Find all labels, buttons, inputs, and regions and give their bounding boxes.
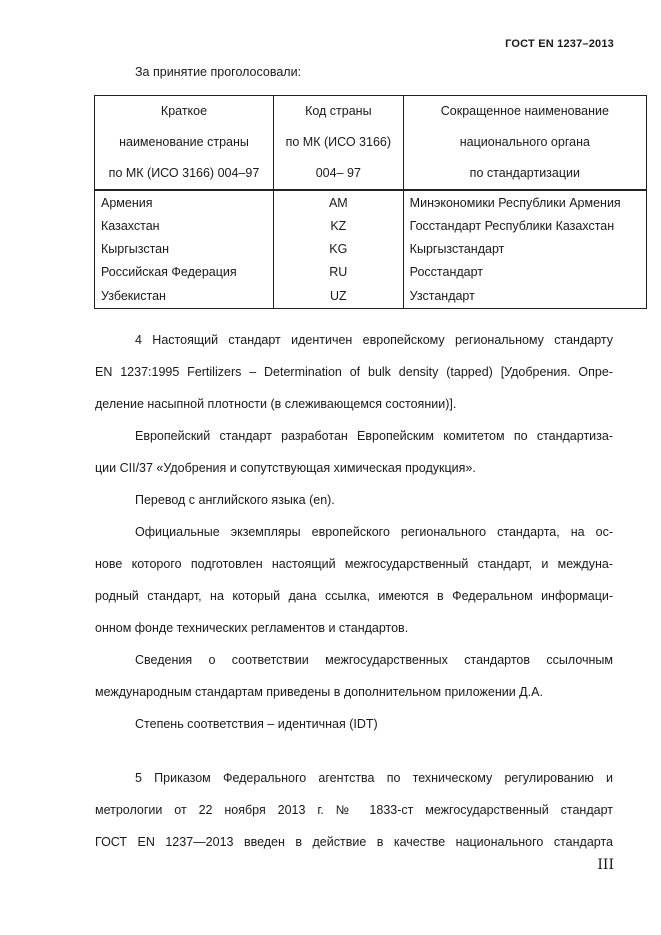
country-cell: Узбекистан [95,284,274,309]
page-number: III [597,857,614,873]
code-cell: KZ [273,215,403,238]
agency-cell: Минэкономики Республики Армения [403,190,646,215]
paragraph-line: Официальные экземпляры европейского регионального стандарта, на ос- [135,525,613,539]
paragraph-line: Сведения о соответствии межгосударственных стандартов ссылочным [135,653,613,667]
paragraph-line: Перевод с английского языка (en). [135,493,335,507]
table-row [95,190,647,215]
header-line: Код страны [305,104,372,118]
header-line: Краткое [160,104,208,118]
paragraph-line: 4 Настоящий стандарт идентичен европейскому региональному стандарту [135,333,613,347]
paragraph-line: деление насыпной плотности (в слеживающемся состоянии)]. [95,397,457,411]
paragraph-line: родный стандарт, на который дана ссылка, имеются в Федеральном информаци- [95,589,613,603]
paragraph-line: онном фонде технических регламентов и стандартов. [95,621,409,635]
table-header-row [95,96,647,191]
section-4 [95,324,613,740]
country-cell: Кыргызстан [95,238,274,261]
paragraph-line: EN 1237:1995 Fertilizers – Determination of bulk density (tapped) [Удобрения. Опре- [95,365,613,379]
code-cell: AM [273,190,403,215]
country-cell: Казахстан [95,215,274,238]
code-cell: UZ [273,284,403,309]
header-national-body [403,96,646,191]
country-cell: Армения [95,190,274,215]
country-cell: Российская Федерация [95,261,274,284]
header-line: Сокращенное наименование [440,104,609,118]
agency-cell: Росстандарт [403,261,646,284]
section-5 [95,762,613,858]
paragraph-line: Степень соответствия – идентичная (IDT) [135,717,378,731]
table-row [95,215,647,238]
header-country-name [95,96,274,191]
header-line: наименование страны [119,135,249,149]
header-line: по МК (ИСО 3166) 004–97 [108,166,260,180]
header-country-code [273,96,403,191]
table-row [95,284,647,309]
agency-cell: Госстандарт Республики Казахстан [403,215,646,238]
agency-cell: Кыргызстандарт [403,238,646,261]
code-cell: KG [273,238,403,261]
table-row [95,261,647,284]
header-line: 004– 97 [315,166,361,180]
agency-cell: Узстандарт [403,284,646,309]
header-line: по МК (ИСО 3166) [285,135,392,149]
paragraph-line: 5 Приказом Федерального агентства по техническому регулированию и [135,771,613,785]
code-cell: RU [273,261,403,284]
paragraph-line: Европейский стандарт разработан Европейским комитетом по стандартиза- [135,429,613,443]
table-row [95,238,647,261]
intro-text: За принятие проголосовали: [135,65,302,79]
paragraph-line: международным стандартам приведены в дополнительном приложении Д.А. [95,685,543,699]
header-line: по стандартизации [469,166,580,180]
paragraph-line: ции CII/37 «Удобрения и сопутствующая химическая продукция». [95,461,476,475]
header-line: национального органа [459,135,590,149]
paragraph-line: метрологии от 22 ноября 2013 г. № 1833-ст межгосударственный стандарт [95,803,613,817]
paragraph-line: нове которого подготовлен настоящий межгосударственный стандарт, и междуна- [95,557,613,571]
document-code: ГОСТ EN 1237–2013 [505,38,614,50]
voting-table [94,95,647,309]
paragraph-line: ГОСТ EN 1237—2013 введен в действие в качестве национального стандарта [95,835,613,849]
